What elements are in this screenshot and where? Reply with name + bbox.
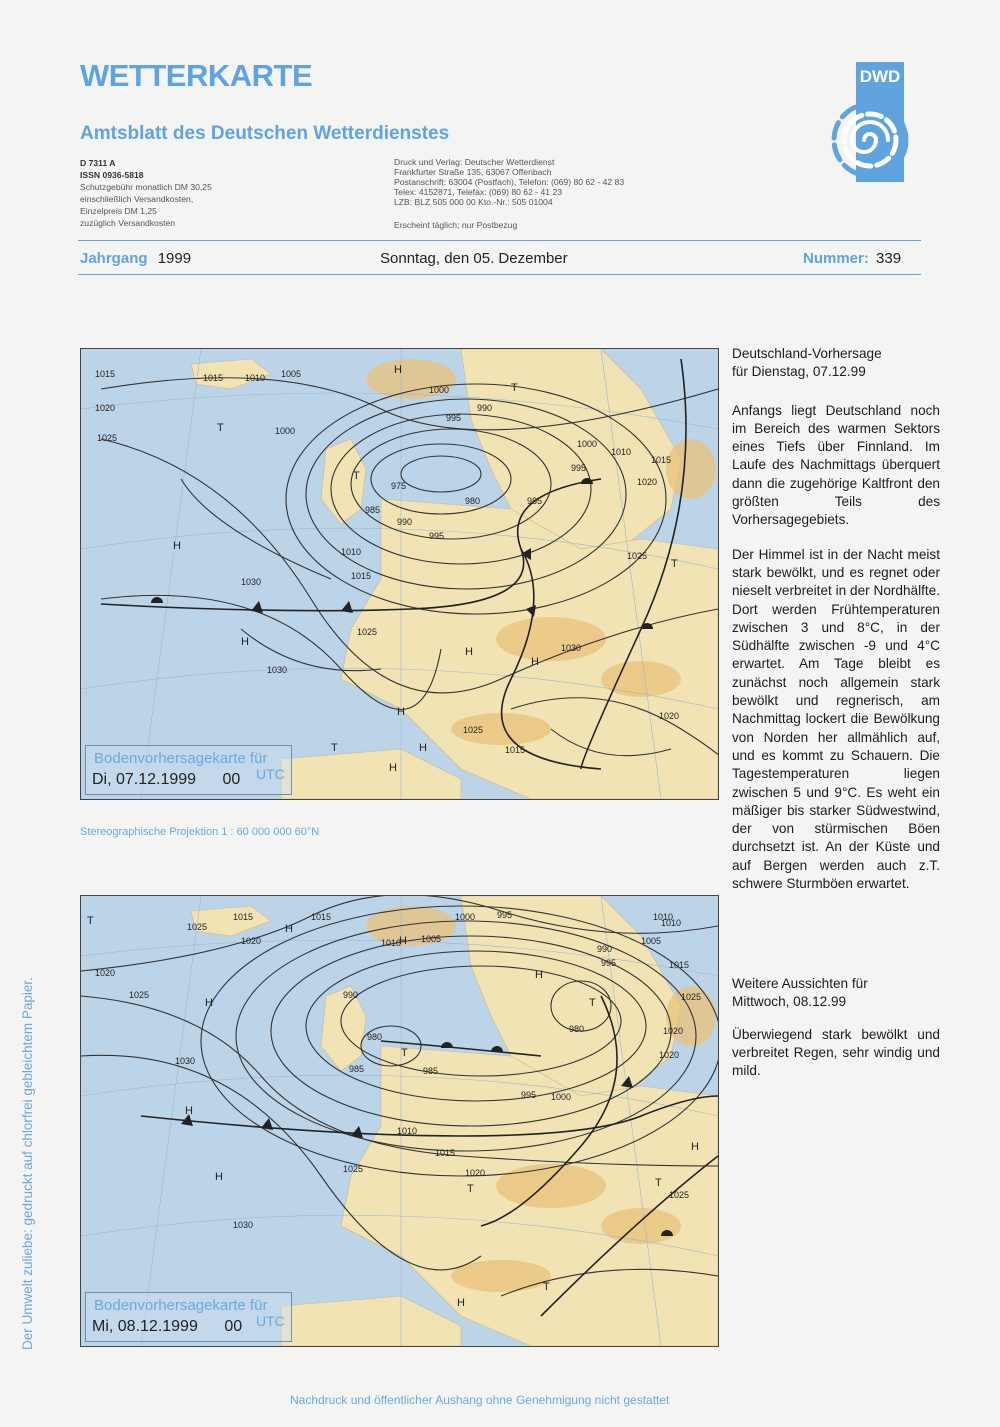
isobar-label: 1010 (245, 373, 266, 383)
isobar-label: 990 (597, 944, 613, 954)
isobar-label: 1010 (653, 912, 674, 922)
pressure-center: H (215, 1171, 223, 1183)
isobar-label: 985 (423, 1066, 439, 1076)
isobar-label: 1025 (343, 1164, 364, 1174)
legend-unit: UTC (256, 1313, 285, 1329)
isobar-label: 1000 (429, 385, 450, 395)
info-line: Postanschrift: 63004 (Postfach), Telefon: (069) 80 62 - 42 83 (394, 177, 625, 187)
pressure-center: T (511, 382, 518, 394)
isobar-label: 1020 (659, 711, 680, 721)
publication-info-right (394, 157, 624, 231)
isobar-label: 1015 (95, 369, 116, 379)
isobar-label: 1025 (627, 551, 648, 561)
isobar-label: 1030 (241, 577, 262, 587)
isobar-label: 1025 (187, 922, 208, 932)
isobar-label: 1030 (233, 1220, 254, 1230)
isobar-label: 1020 (95, 403, 116, 413)
pressure-center: T (655, 1177, 662, 1189)
isobar-label: 985 (365, 505, 381, 515)
isobar-label: 1025 (463, 725, 484, 735)
legend-title: Bodenvorhersagekarte für (94, 1297, 268, 1314)
isobar-label: 995 (429, 531, 445, 541)
pressure-center: H (535, 969, 543, 981)
isobar-label: 1020 (241, 936, 262, 946)
isobar-label: 1025 (669, 1190, 690, 1200)
pressure-center: H (285, 923, 293, 935)
pressure-center: T (87, 915, 94, 927)
isobar-label: 1030 (175, 1056, 196, 1066)
jahrgang-label: Jahrgang (80, 250, 148, 267)
isobar-label: 1020 (637, 477, 658, 487)
isobar-label: 1015 (311, 912, 332, 922)
isobar-label: 1025 (97, 433, 118, 443)
isobar-label: 1010 (381, 938, 402, 948)
isobar-label: 1015 (351, 571, 372, 581)
pressure-center: T (217, 422, 224, 434)
legend-hour: 00 (222, 771, 241, 788)
isobar-label: 1015 (651, 455, 672, 465)
pressure-center: T (543, 1281, 550, 1293)
info-line: D 7311 A (80, 158, 116, 168)
forecast-heading: Deutschland-Vorhersage (732, 346, 882, 361)
isobar-label: 995 (601, 958, 617, 968)
isobar-label: 980 (569, 1024, 585, 1034)
map-legend (85, 1292, 292, 1342)
info-line: Einzelpreis DM 1,25 (80, 206, 157, 216)
isobar-label: 1015 (203, 373, 224, 383)
isobar-label: 1000 (455, 912, 476, 922)
isobar-label: 1020 (465, 1168, 486, 1178)
pressure-center: H (241, 636, 249, 648)
pressure-center: T (467, 1183, 474, 1195)
isobar-label: 1010 (611, 447, 632, 457)
isobar-label: 975 (391, 481, 407, 491)
outlook-heading-date: Mittwoch, 08.12.99 (732, 994, 847, 1010)
isobar-label: 990 (477, 403, 493, 413)
subtitle: Amtsblatt des Deutschen Wetterdienstes (80, 123, 450, 144)
isobar-label: 1005 (281, 369, 302, 379)
weather-map-tuesday (80, 348, 719, 800)
isobar-label: 1015 (435, 1148, 456, 1158)
pressure-center: H (185, 1105, 193, 1117)
isobar-label: 1005 (421, 934, 442, 944)
isobar-label: 1000 (275, 426, 296, 436)
mountain-area (666, 439, 716, 499)
forecast-paragraph: Der Himmel ist in der Nacht meist stark bewölkt, und es regnet oder nieselt verbreitet in der Nordhälfte. Dort werden Frühtemperaturen zwischen 3 und 8°C, in der Südhälfte zwischen -9 und 4°C erwartet. Am Tage bleibt es zunächst noch allgemein stark bewölkt und regnerisch, am Nachmittag lockert die Bewölkung von Norden her allmählich auf, und es kommt zu Schauern. Die Tagestemperaturen liegen zwischen 5 und 9°C. Es weht ein mäßiger bis starker Südwestwind, der von stürmischen Böen durchsetzt ist. An der Küste und auf Bergen werden auch z.T. schwere Sturmböen erwartet. (732, 546, 940, 892)
legend-date (92, 1318, 242, 1336)
isobar-label: 1020 (95, 968, 116, 978)
legend-date (92, 771, 240, 789)
publication-info-left (80, 157, 212, 229)
info-line: LZB: BLZ 505 000 00 Kto.-Nr.: 505 01004 (394, 197, 553, 207)
forecast-heading-date: für Dienstag, 07.12.99 (732, 364, 866, 380)
mountain-area (496, 1164, 606, 1208)
isobar-label: 995 (521, 1090, 537, 1100)
isobar-label: 1025 (129, 990, 150, 1000)
page-title: WETTERKARTE (80, 58, 313, 93)
map-legend (85, 745, 292, 795)
pressure-center: H (691, 1141, 699, 1153)
pressure-center: H (205, 997, 213, 1009)
isobar-label: 1010 (661, 918, 682, 928)
issue-date: Sonntag, den 05. Dezember (380, 250, 568, 267)
pressure-center: H (394, 364, 402, 376)
isobar-label: 995 (497, 910, 513, 920)
info-line: ISSN 0936-5818 (80, 170, 144, 180)
forecast-paragraph: Anfangs liegt Deutschland noch im Bereich des warmen Sektors eines Tiefs über Finnland. Im Laufe des Nachmittags überquert dann die zugehörige Kaltfront den größten Teils des Vorhersagegebiets. (732, 402, 940, 528)
isobar-label: 1015 (669, 960, 690, 970)
mountain-area (496, 617, 606, 661)
pressure-center: H (457, 1297, 465, 1309)
legend-title: Bodenvorhersagekarte für (94, 750, 268, 767)
info-line: Druck und Verlag: Deutscher Wetterdienst (394, 157, 555, 167)
pressure-center: H (173, 540, 181, 552)
isobar-label: 1020 (659, 1050, 680, 1060)
nummer-label: Nummer: (803, 250, 869, 267)
pressure-center: H (465, 646, 473, 658)
isobar-label: 1025 (681, 992, 702, 1002)
pressure-center: H (389, 762, 397, 774)
isobar-label: 980 (367, 1032, 383, 1042)
dwd-logo-icon (818, 60, 918, 185)
outlook-column (732, 975, 940, 1080)
pressure-center: H (399, 935, 407, 947)
isobar-label: 995 (446, 413, 462, 423)
footer-note: Nachdruck und öffentlicher Aushang ohne Genehmigung nicht gestattet (290, 1393, 670, 1407)
isobar-label: 990 (397, 517, 413, 527)
jahrgang-value: 1999 (157, 250, 192, 267)
info-line: Frankfurter Straße 135, 63067 Offenbach (394, 167, 552, 177)
legend-unit: UTC (256, 766, 285, 782)
info-line: Schutzgebühr monatlich DM 30,25 (80, 182, 212, 192)
pressure-center: T (401, 1047, 408, 1059)
pressure-center: T (353, 470, 360, 482)
isobar-label: 995 (571, 463, 587, 473)
isobar-label: 1030 (267, 665, 288, 675)
isobar-label: 1030 (561, 643, 582, 653)
pressure-center: H (397, 706, 405, 718)
forecast-column (732, 345, 940, 893)
isobar-label: 1025 (357, 627, 378, 637)
legend-hour: 00 (224, 1318, 243, 1335)
isobar-label: 1010 (397, 1126, 418, 1136)
weather-map-wednesday (80, 895, 719, 1347)
isobar-label: 980 (465, 496, 481, 506)
info-line: einschließlich Versandkosten, (80, 194, 194, 204)
header-rule (78, 274, 921, 275)
isobar-label: 985 (527, 496, 543, 506)
info-line: Erscheint täglich; nur Postbezug (394, 220, 518, 230)
pressure-center: T (589, 997, 596, 1009)
logo-text: DWD (859, 67, 901, 86)
pressure-center: H (419, 742, 427, 754)
outlook-paragraph: Überwiegend stark bewölkt und verbreitet Regen, sehr windig und mild. (732, 1026, 940, 1079)
info-line: Telex: 4152871, Telefax: (069) 80 62 - 41 23 (394, 187, 563, 197)
header-rule (78, 240, 921, 241)
outlook-heading: Weitere Aussichten für (732, 976, 868, 991)
isobar-label: 1000 (551, 1092, 572, 1102)
isobar-label: 1000 (577, 439, 598, 449)
issue-number (803, 250, 901, 267)
isobar-label: 1005 (641, 936, 662, 946)
pressure-center: T (671, 558, 678, 570)
mountain-area (601, 1208, 681, 1244)
isobar-label: 985 (349, 1064, 365, 1074)
info-line: zuzüglich Versandkosten (80, 218, 176, 228)
pressure-center: H (531, 656, 539, 668)
legend-date-value: Di, 07.12.1999 (92, 771, 197, 788)
isobar-label: 990 (343, 990, 359, 1000)
isobar-label: 1015 (505, 745, 526, 755)
isobar-label: 1020 (663, 1026, 684, 1036)
projection-note: Stereographische Projektion 1 : 60 000 000 60°N (80, 826, 320, 838)
isobar-label: 1010 (341, 547, 362, 557)
pressure-center: T (331, 742, 338, 754)
jahrgang (80, 250, 191, 267)
isobar-label: 1015 (233, 912, 254, 922)
side-note: Der Umwelt zuliebe: gedruckt auf chlorfrei gebleichtem Papier. (20, 977, 35, 1350)
nummer-value: 339 (876, 250, 902, 267)
legend-date-value: Mi, 08.12.1999 (92, 1318, 198, 1335)
